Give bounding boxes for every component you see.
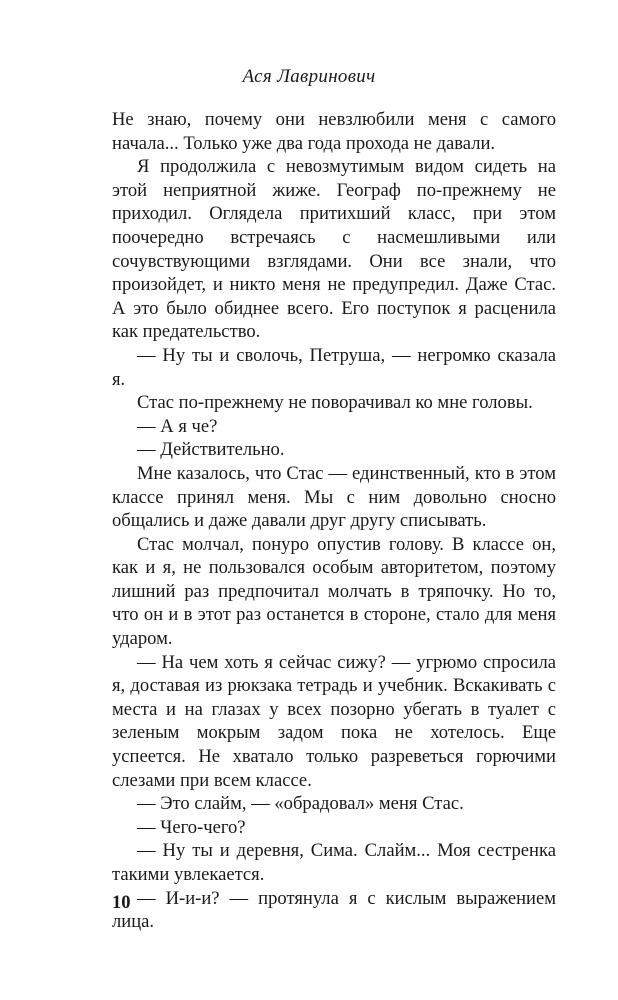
- dialogue-line: — На чем хоть я сейчас сижу? — угрюмо спросила я, доставая из рюкзака тетрадь и учебник. Вскакивать с места и на глазах у всех позорно убегать в туалет с зеленым мокрым задом пока не хотелось. Еще успеется. Не хватало только разреветься горючими слезами при всем классе.: [112, 651, 556, 791]
- paragraph: Стас по-прежнему не поворачивал ко мне головы.: [137, 392, 533, 414]
- dialogue-line: — Это слайм, — «обрадовал» меня Стас.: [137, 793, 464, 815]
- running-head: Ася Лавринович: [242, 66, 376, 87]
- dialogue-line: — Действительно.: [137, 439, 285, 461]
- paragraph: Я продолжила с невозмутимым видом сидеть на этой неприятной жиже. Географ по-прежнему не приходил. Оглядела притихший класс, при этом поочередно встречаясь с насмешливыми или сочувствующими взглядами. Они все знали, что произойдет, и никто меня не предупредил. Даже Стас. А это было обиднее всего. Его поступок я расценила как предательство.: [112, 156, 556, 343]
- dialogue-line: — Ну ты и сволочь, Петруша, — негромко сказала я.: [112, 344, 556, 390]
- paragraph: Стас молчал, понуро опустив голову. В классе он, как и я, не пользовался особым авторитетом, поэтому лишний раз предпочитал молчать в тряпочку. Но то, что он и в этот раз останется в стороне, стало для меня ударом.: [112, 533, 556, 650]
- dialogue-line: — А я че?: [137, 415, 218, 437]
- paragraph: Мне казалось, что Стас — единственный, кто в этом классе принял меня. Мы с ним довольно сносно общались и даже давали друг другу списывать.: [112, 462, 556, 532]
- dialogue-line: — Чего-чего?: [137, 816, 246, 838]
- dialogue-line: — И-и-и? — протянула я с кислым выражением лица.: [112, 887, 556, 933]
- dialogue-line: — Ну ты и деревня, Сима. Слайм... Моя сестренка такими увлекается.: [112, 840, 556, 885]
- body-text: [112, 108, 556, 934]
- paragraph: Не знаю, почему они невзлюбили меня с самого начала... Только уже два года прохода не давали.: [112, 109, 556, 154]
- page-number: 10: [112, 892, 131, 913]
